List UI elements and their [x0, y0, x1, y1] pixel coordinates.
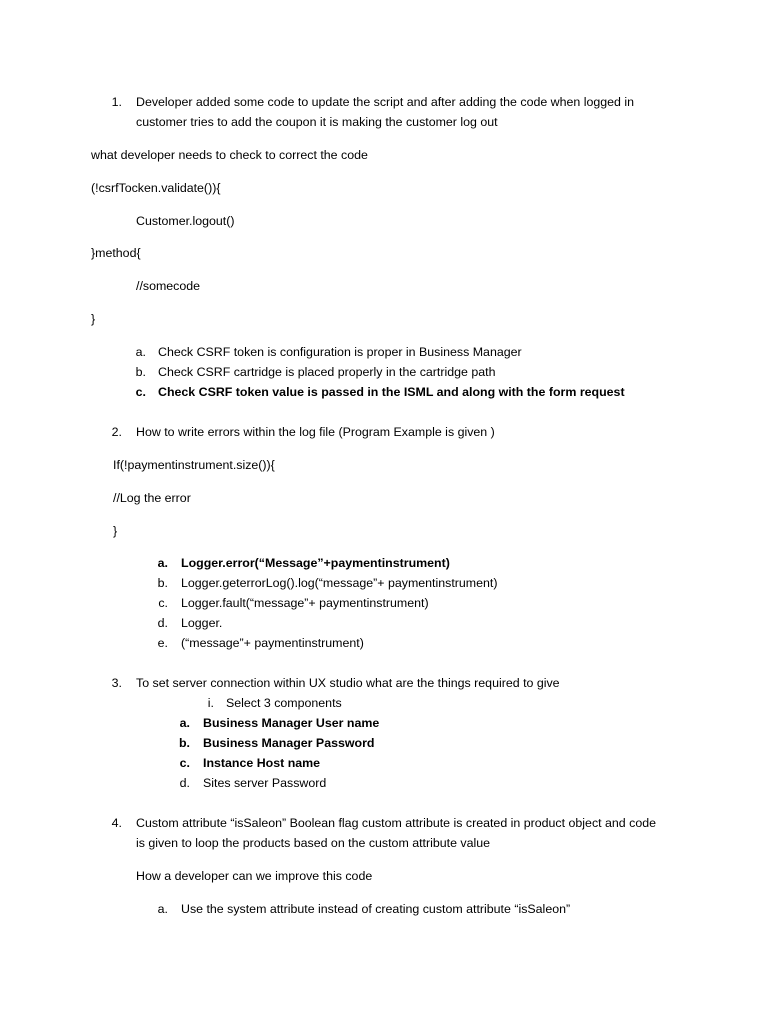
option-letter: a. — [135, 345, 146, 359]
option-letter: c. — [179, 756, 190, 770]
option-text-answer: Business Manager Password — [203, 736, 375, 750]
option-letter: a. — [157, 902, 168, 916]
question-number: 1. — [111, 95, 122, 109]
option-letter: d. — [157, 616, 168, 630]
code-line: //somecode — [136, 279, 201, 293]
sub-number: i. — [207, 696, 214, 710]
option-text: Logger.fault(“message”+ paymentinstrument) — [181, 596, 429, 610]
code-line: //Log the error — [113, 491, 191, 505]
code-line: } — [113, 524, 118, 538]
option-letter: a. — [157, 556, 168, 570]
question-text-line: How to write errors within the log file (Program Example is given ) — [136, 425, 495, 439]
code-line: }method{ — [91, 246, 141, 260]
option-text-answer: Check CSRF token value is passed in the ISML and along with the form request — [158, 385, 625, 399]
question-number: 4. — [111, 816, 122, 830]
question-text-line: is given to loop the products based on the custom attribute value — [136, 836, 491, 850]
question-text-line: Custom attribute “isSaleon” Boolean flag custom attribute is created in product object and code — [136, 816, 657, 830]
option-letter: c. — [158, 596, 168, 610]
code-line: } — [91, 312, 96, 326]
option-text: Logger. — [181, 616, 223, 630]
question-text-line: Developer added some code to update the script and after adding the code when logged in — [136, 95, 635, 109]
option-letter: c. — [135, 385, 146, 399]
option-letter: e. — [157, 636, 168, 650]
option-text-answer: Business Manager User name — [203, 716, 380, 730]
code-line: If(!paymentinstrument.size()){ — [113, 458, 275, 472]
option-text: Check CSRF cartridge is placed properly in the cartridge path — [158, 365, 496, 379]
option-letter: b. — [135, 365, 146, 379]
option-text: (“message”+ paymentinstrument) — [181, 636, 364, 650]
option-text-answer: Instance Host name — [203, 756, 321, 770]
question-prompt: what developer needs to check to correct the code — [91, 148, 368, 162]
question-prompt: How a developer can we improve this code — [136, 869, 373, 883]
option-text: Sites server Password — [203, 776, 327, 790]
code-line: Customer.logout() — [136, 214, 235, 228]
sub-text: Select 3 components — [226, 696, 342, 710]
question-text-line: To set server connection within UX studio what are the things required to give — [136, 676, 560, 690]
question-text-line: customer tries to add the coupon it is making the customer log out — [136, 115, 498, 129]
question-number: 2. — [111, 425, 122, 439]
option-text-answer: Logger.error(“Message”+paymentinstrument) — [181, 556, 450, 570]
option-text: Use the system attribute instead of creating custom attribute “isSaleon” — [181, 902, 571, 916]
option-letter: a. — [179, 716, 190, 730]
option-letter: d. — [179, 776, 190, 790]
option-text: Check CSRF token is configuration is proper in Business Manager — [158, 345, 522, 359]
option-letter: b. — [178, 736, 190, 750]
option-text: Logger.geterrorLog().log(“message”+ paymentinstrument) — [181, 576, 498, 590]
option-letter: b. — [157, 576, 168, 590]
code-line: (!csrfTocken.validate()){ — [91, 181, 221, 195]
question-number: 3. — [111, 676, 122, 690]
